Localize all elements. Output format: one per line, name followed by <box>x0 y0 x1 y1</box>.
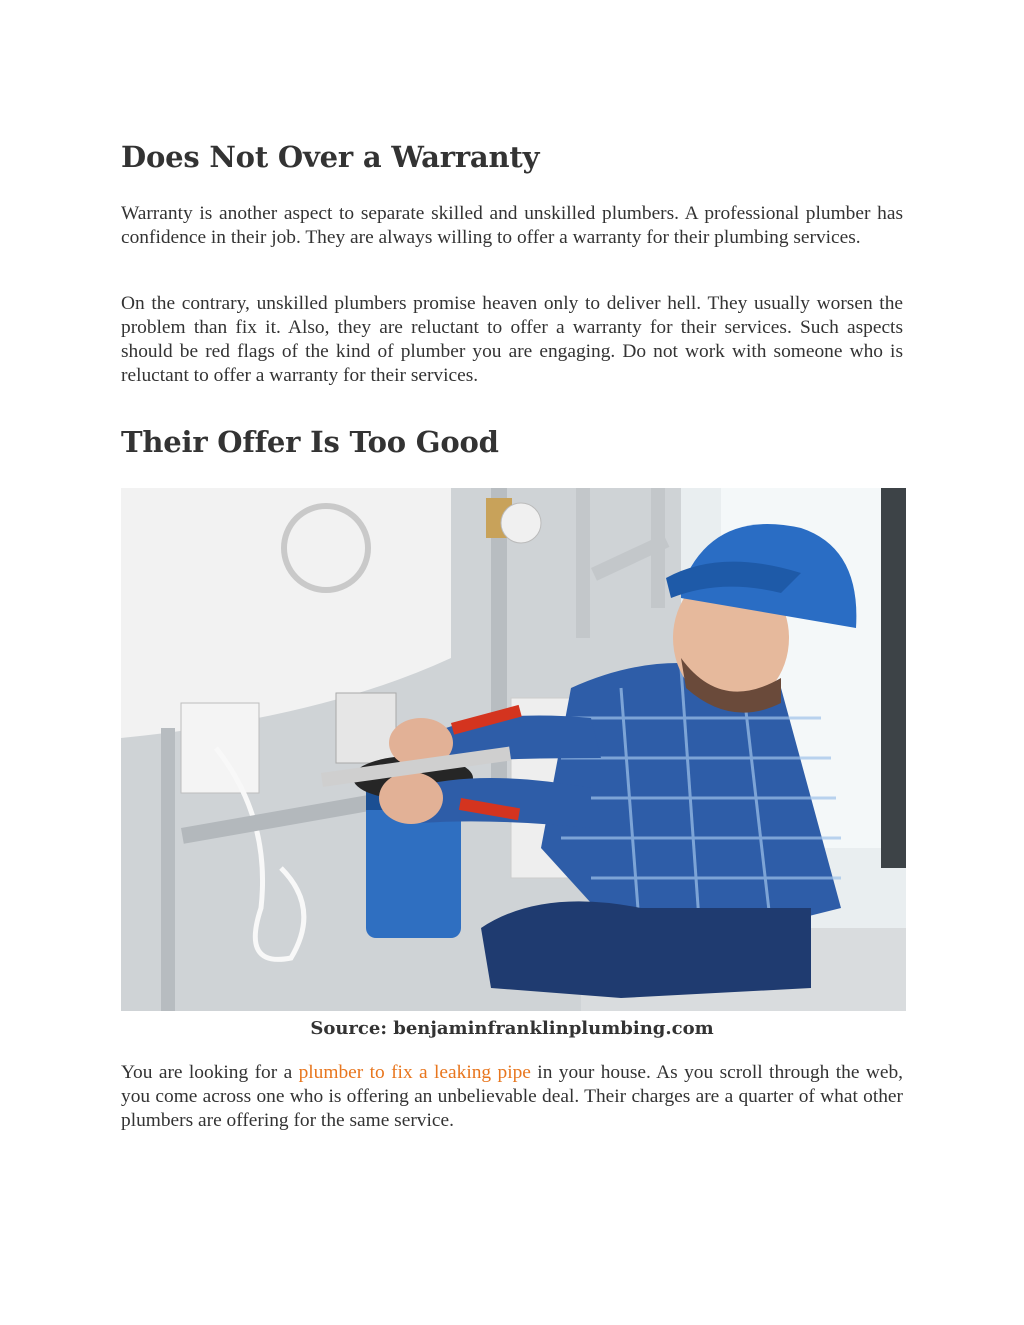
leaking-pipe-link[interactable]: plumber to fix a leaking pipe <box>298 1062 531 1083</box>
paragraph-offer <box>121 1061 903 1133</box>
paragraph-offer-suffix: in your house. As you scroll through the web, you come across one who is offering an unbelievable deal. Their charges are a quarter of what other plumbers are offering for the same service. <box>121 1062 904 1131</box>
paragraph-warranty-intro: Warranty is another aspect to separate skilled and unskilled plumbers. A professional plumber has confidence in their job. They are always willing to offer a warranty for their plumbing services. <box>121 203 903 248</box>
paragraph-offer-prefix: You are looking for a <box>121 1062 299 1083</box>
section-heading-warranty: Does Not Over a Warranty <box>121 140 540 174</box>
paragraph-unskilled-plumbers: On the contrary, unskilled plumbers promise heaven only to deliver hell. They usually worsen the problem than fix it. Also, they are reluctant to offer a warranty for their services. Such aspects should be red flags of the kind of plumber you are engaging. Do not work with someone who is reluctant to offer a warranty for their services. <box>121 293 903 386</box>
plumber-photo <box>121 488 906 1011</box>
section-heading-offer: Their Offer Is Too Good <box>121 425 499 459</box>
image-caption: Source: benjaminfranklinplumbing.com <box>310 1018 714 1039</box>
